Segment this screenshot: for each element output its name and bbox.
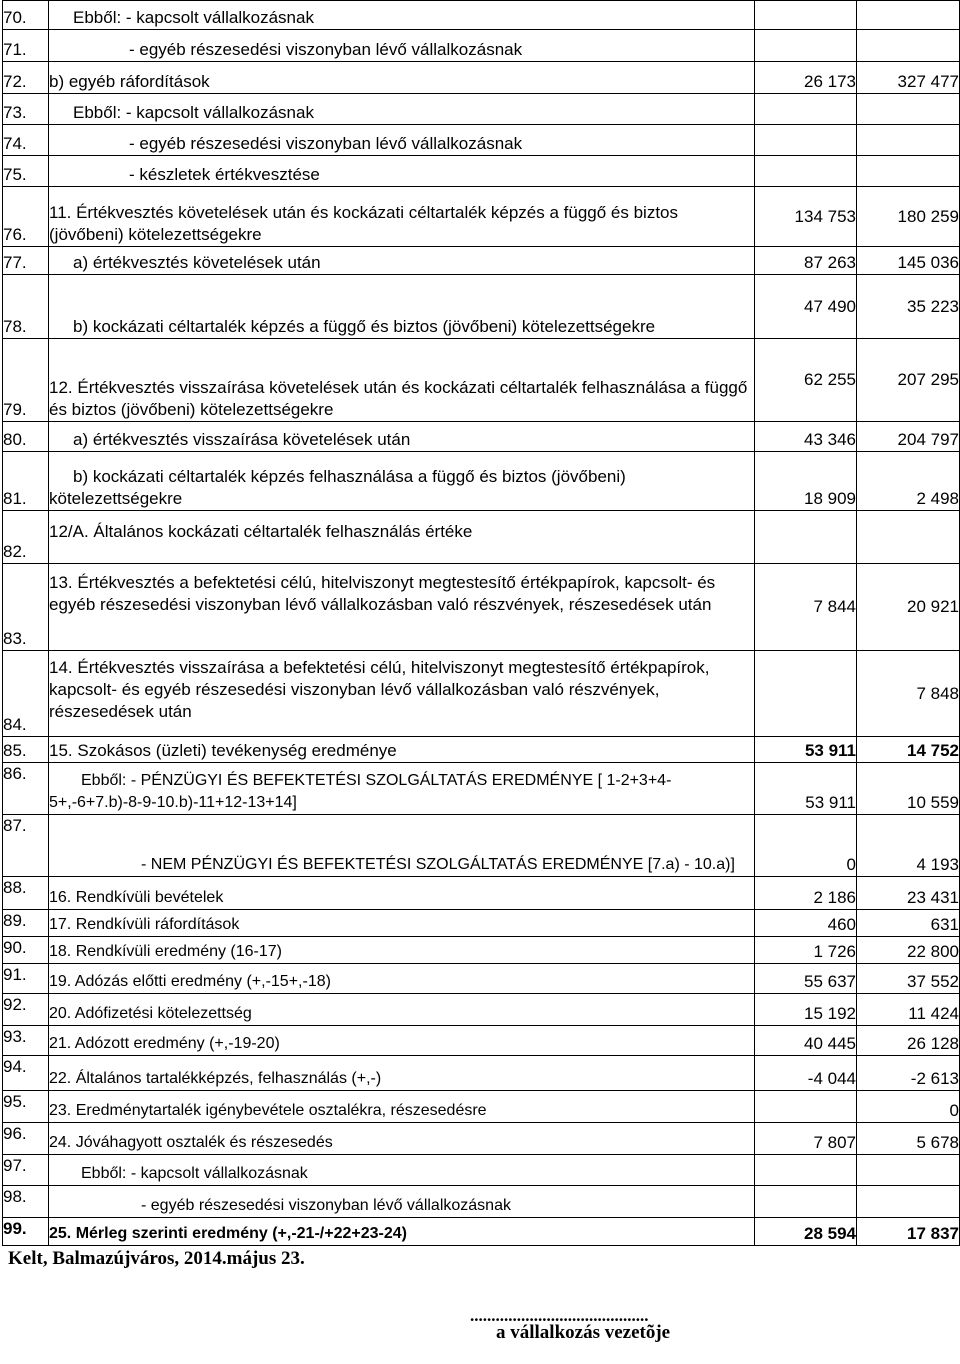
current-year-value: 47 490 (755, 275, 857, 339)
row-number: 89. (3, 910, 49, 937)
table-row (3, 94, 960, 125)
current-year-value: 7 844 (755, 564, 857, 651)
current-year-value: 15 192 (755, 994, 857, 1026)
row-label: - egyéb részesedési viszonyban lévő vállalkozásnak (49, 30, 755, 62)
current-year-value (755, 1155, 857, 1186)
row-label: 20. Adófizetési kötelezettség (49, 994, 755, 1026)
current-year-value: 53 911 (755, 737, 857, 763)
current-year-value: 43 346 (755, 422, 857, 452)
row-label: b) kockázati céltartalék képzés a függő és biztos (jövőbeni) kötelezettségekre (49, 275, 755, 339)
previous-year-value: 23 431 (857, 877, 960, 910)
previous-year-value: 37 552 (857, 964, 960, 994)
previous-year-value: 17 837 (857, 1218, 960, 1246)
table-row (3, 994, 960, 1026)
table-row (3, 1091, 960, 1123)
current-year-value: -4 044 (755, 1056, 857, 1091)
signature-block (0, 1246, 960, 1352)
current-year-value (755, 156, 857, 187)
row-number: 80. (3, 422, 49, 452)
row-label: 11. Értékvesztés követelések után és kockázati céltartalék képzés a függő és biztos (jövőbeni) kötelezettségekre (49, 187, 755, 247)
table-row (3, 125, 960, 156)
current-year-value: 62 255 (755, 339, 857, 422)
previous-year-value: 26 128 (857, 1026, 960, 1056)
row-number: 98. (3, 1186, 49, 1218)
row-label: Ebből: - PÉNZÜGYI ÉS BEFEKTETÉSI SZOLGÁLTATÁS EREDMÉNYE [ 1-2+3+4-5+,-6+7.b)-8-9-10.b)-11+12-13+14] (49, 763, 755, 815)
current-year-value (755, 1091, 857, 1123)
previous-year-value: 5 678 (857, 1123, 960, 1155)
row-number: 87. (3, 815, 49, 877)
table-row (3, 1, 960, 30)
current-year-value (755, 651, 857, 737)
table-row (3, 339, 960, 422)
current-year-value: 460 (755, 910, 857, 937)
current-year-value: 26 173 (755, 62, 857, 94)
current-year-value: 2 186 (755, 877, 857, 910)
row-label: 22. Általános tartalékképzés, felhasználás (+,-) (49, 1056, 755, 1091)
row-label: - egyéb részesedési viszonyban lévő vállalkozásnak (49, 125, 755, 156)
row-label: 18. Rendkívüli eredmény (16-17) (49, 937, 755, 964)
previous-year-value: 0 (857, 1091, 960, 1123)
row-label: b) kockázati céltartalék képzés felhasználása a függő és biztos (jövőbeni) kötelezettségekre (49, 452, 755, 511)
row-number: 73. (3, 94, 49, 125)
current-year-value: 18 909 (755, 452, 857, 511)
previous-year-value: 7 848 (857, 651, 960, 737)
previous-year-value: 35 223 (857, 275, 960, 339)
previous-year-value (857, 94, 960, 125)
current-year-value: 1 726 (755, 937, 857, 964)
current-year-value (755, 30, 857, 62)
previous-year-value (857, 1155, 960, 1186)
row-number: 72. (3, 62, 49, 94)
row-label: - egyéb részesedési viszonyban lévő vállalkozásnak (49, 1186, 755, 1218)
table-row (3, 275, 960, 339)
row-label: - készletek értékvesztése (49, 156, 755, 187)
current-year-value: 134 753 (755, 187, 857, 247)
table-row (3, 815, 960, 877)
row-number: 71. (3, 30, 49, 62)
row-number: 99. (3, 1218, 49, 1246)
previous-year-value: -2 613 (857, 1056, 960, 1091)
previous-year-value: 327 477 (857, 62, 960, 94)
row-number: 84. (3, 651, 49, 737)
table-row (3, 1218, 960, 1246)
previous-year-value: 10 559 (857, 763, 960, 815)
row-number: 94. (3, 1056, 49, 1091)
previous-year-value: 4 193 (857, 815, 960, 877)
row-label: 15. Szokásos (üzleti) tevékenység eredménye (49, 737, 755, 763)
signer-title: a vállalkozás vezetõje (496, 1322, 671, 1343)
row-number: 79. (3, 339, 49, 422)
table-row (3, 877, 960, 910)
income-statement-table (2, 0, 960, 1246)
current-year-value (755, 1, 857, 30)
previous-year-value (857, 511, 960, 564)
previous-year-value (857, 156, 960, 187)
previous-year-value: 207 295 (857, 339, 960, 422)
table-row (3, 964, 960, 994)
row-number: 70. (3, 1, 49, 30)
row-label: 12/A. Általános kockázati céltartalék felhasználás értéke (49, 511, 755, 564)
table-row (3, 1186, 960, 1218)
previous-year-value: 631 (857, 910, 960, 937)
row-label: 21. Adózott eredmény (+,-19-20) (49, 1026, 755, 1056)
current-year-value (755, 94, 857, 125)
row-label: b) egyéb ráfordítások (49, 62, 755, 94)
row-number: 92. (3, 994, 49, 1026)
row-label: 16. Rendkívüli bevételek (49, 877, 755, 910)
row-number: 86. (3, 763, 49, 815)
row-number: 96. (3, 1123, 49, 1155)
row-label: 19. Adózás előtti eredmény (+,-15+,-18) (49, 964, 755, 994)
previous-year-value (857, 1186, 960, 1218)
table-row (3, 564, 960, 651)
previous-year-value: 2 498 (857, 452, 960, 511)
table-row (3, 156, 960, 187)
current-year-value: 55 637 (755, 964, 857, 994)
table-row (3, 737, 960, 763)
row-label: - NEM PÉNZÜGYI ÉS BEFEKTETÉSI SZOLGÁLTATÁS EREDMÉNYE [7.a) - 10.a)] (49, 815, 755, 877)
row-number: 88. (3, 877, 49, 910)
row-label: 24. Jóváhagyott osztalék és részesedés (49, 1123, 755, 1155)
row-number: 76. (3, 187, 49, 247)
row-label: a) értékvesztés követelések után (49, 247, 755, 275)
table-row (3, 62, 960, 94)
row-label: 25. Mérleg szerinti eredmény (+,-21-/+22+23-24) (49, 1218, 755, 1246)
table-row (3, 1123, 960, 1155)
previous-year-value: 11 424 (857, 994, 960, 1026)
row-number: 85. (3, 737, 49, 763)
row-number: 95. (3, 1091, 49, 1123)
row-label: a) értékvesztés visszaírása követelések után (49, 422, 755, 452)
table-row (3, 763, 960, 815)
row-label: Ebből: - kapcsolt vállalkozásnak (49, 1, 755, 30)
previous-year-value (857, 1, 960, 30)
table-row (3, 187, 960, 247)
row-number: 74. (3, 125, 49, 156)
current-year-value: 87 263 (755, 247, 857, 275)
table-row (3, 1056, 960, 1091)
table-row (3, 452, 960, 511)
row-number: 82. (3, 511, 49, 564)
row-label: 13. Értékvesztés a befektetési célú, hitelviszonyt megtestesítő értékpapírok, kapcsolt- és egyéb részesedési viszonyban lévő vállalkozásban való részvények, részesedések után (49, 564, 755, 651)
row-label: 12. Értékvesztés visszaírása követelések után és kockázati céltartalék felhasználása a függő és biztos (jövőbeni) kötelezettségekre (49, 339, 755, 422)
row-number: 75. (3, 156, 49, 187)
table-row (3, 937, 960, 964)
table-row (3, 1026, 960, 1056)
previous-year-value: 14 752 (857, 737, 960, 763)
row-number: 78. (3, 275, 49, 339)
table-row (3, 422, 960, 452)
current-year-value: 7 807 (755, 1123, 857, 1155)
row-label: 14. Értékvesztés visszaírása a befektetési célú, hitelviszonyt megtestesítő értékpapírok, kapcsolt- és egyéb részesedési viszonyban lévő vállalkozásban való részvények, részesedések után (49, 651, 755, 737)
previous-year-value: 180 259 (857, 187, 960, 247)
current-year-value: 0 (755, 815, 857, 877)
row-label: 23. Eredménytartalék igénybevétele osztalékra, részesedésre (49, 1091, 755, 1123)
row-number: 90. (3, 937, 49, 964)
current-year-value (755, 511, 857, 564)
previous-year-value: 145 036 (857, 247, 960, 275)
row-label: Ebből: - kapcsolt vállalkozásnak (49, 1155, 755, 1186)
table-row (3, 651, 960, 737)
signature-dotted-line: .......................................... (470, 1306, 649, 1325)
previous-year-value: 204 797 (857, 422, 960, 452)
table-row (3, 1155, 960, 1186)
current-year-value (755, 125, 857, 156)
row-number: 93. (3, 1026, 49, 1056)
current-year-value: 53 911 (755, 763, 857, 815)
row-number: 91. (3, 964, 49, 994)
current-year-value (755, 1186, 857, 1218)
previous-year-value: 20 921 (857, 564, 960, 651)
date-place-line: Kelt, Balmazújváros, 2014.május 23. (8, 1248, 305, 1269)
previous-year-value: 22 800 (857, 937, 960, 964)
current-year-value: 28 594 (755, 1218, 857, 1246)
current-year-value: 40 445 (755, 1026, 857, 1056)
row-label: 17. Rendkívüli ráfordítások (49, 910, 755, 937)
table-row (3, 511, 960, 564)
table-row (3, 910, 960, 937)
previous-year-value (857, 30, 960, 62)
row-number: 83. (3, 564, 49, 651)
row-number: 81. (3, 452, 49, 511)
table-row (3, 30, 960, 62)
row-label: Ebből: - kapcsolt vállalkozásnak (49, 94, 755, 125)
table-row (3, 247, 960, 275)
row-number: 97. (3, 1155, 49, 1186)
row-number: 77. (3, 247, 49, 275)
previous-year-value (857, 125, 960, 156)
